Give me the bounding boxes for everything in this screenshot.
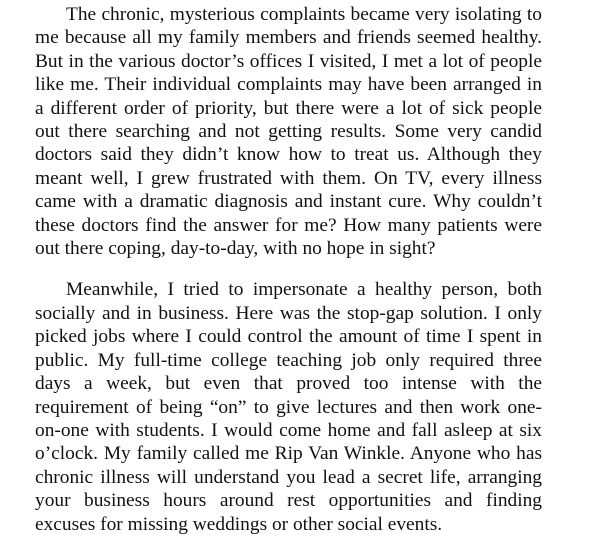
paragraph-isolating-complaints: The chronic, mysterious complaints became very isolating to me because all my family members and friends seemed healthy. But in the various doctor’s offices I visited, I met a lot of people like me. Their individual complaints may have been arranged in a different order of priority, but there were a lot of sick people out there searching and not getting results. Some very candid doctors said they didn’t know how to treat us. Although they meant well, I grew frustrated with them. On TV, every illness came with a dramatic diagnosis and instant cure. Why couldn’t these doctors find the answer for me? How many patients were out there coping, day-to-day, with no hope in sight?: [35, 4, 542, 260]
document-page: [35, 3, 542, 536]
paragraph-impersonate-healthy: Meanwhile, I tried to impersonate a healthy person, both socially and in business. Here was the stop-gap solution. I only picked jobs where I could control the amount of time I spent in public. My full-time college teaching job only required three days a week, but even that proved too intense with the requirement of being “on” to give lectures and then work one-on-one with students. I would come home and fall asleep at six o’clock. My family called me Rip Van Winkle. Anyone who has chronic illness will understand you lead a secret life, arranging your business hours around rest opportunities and finding excuses for missing weddings or other social events.: [35, 279, 542, 535]
